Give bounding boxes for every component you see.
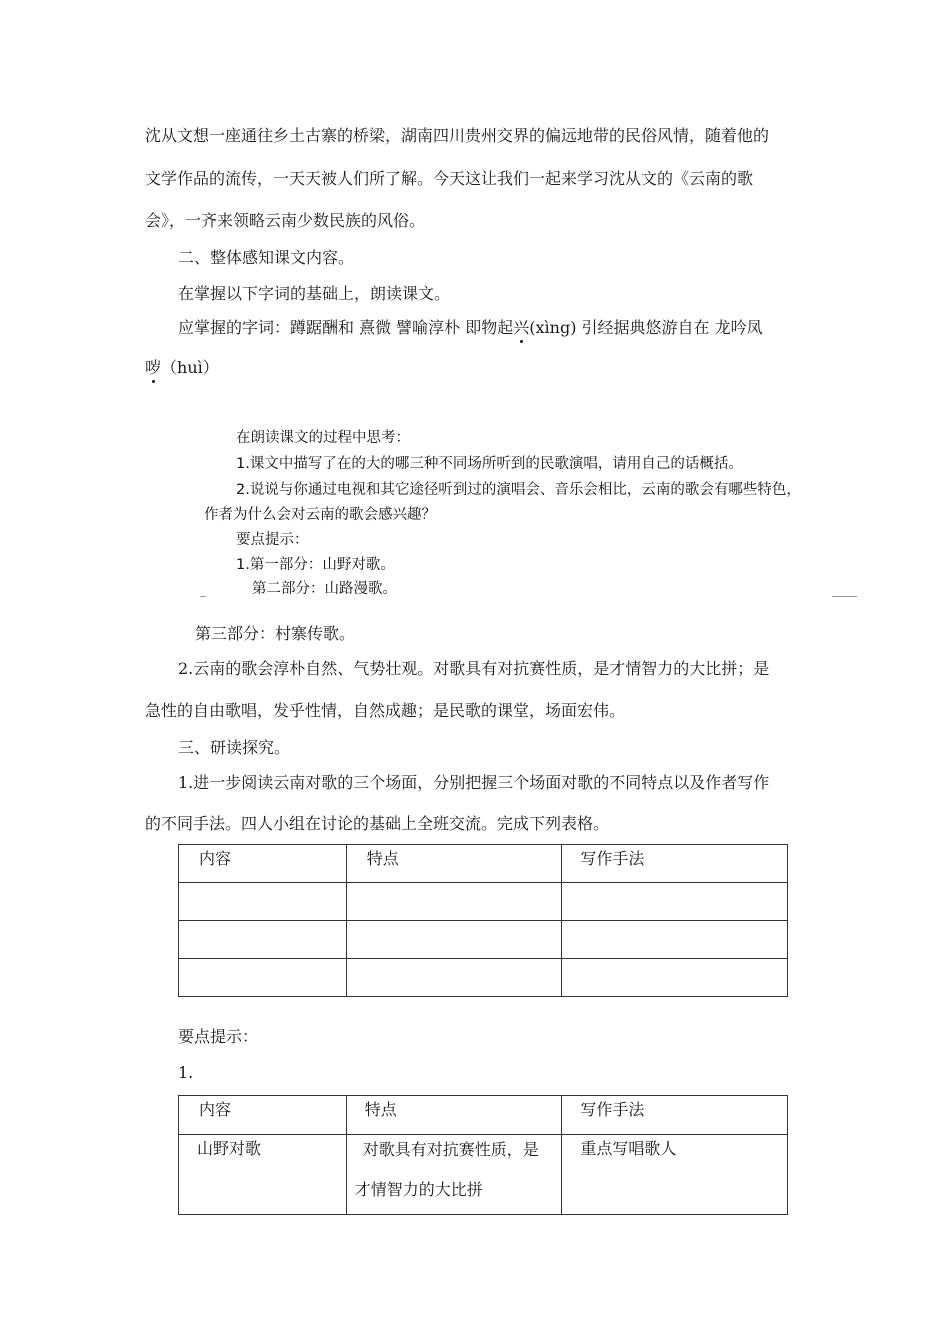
table-cell[interactable] [562, 959, 788, 997]
table-cell[interactable] [562, 883, 788, 921]
table-row [179, 921, 788, 959]
answer-row [179, 1135, 788, 1215]
answer-header-content: 内容 [179, 1096, 347, 1135]
header-method: 写作手法 [562, 845, 788, 883]
task-line-2: 的不同手法。四人小组在讨论的基础上全班交流。完成下列表格。 [145, 814, 610, 833]
read-instruction: 在掌握以下字词的基础上，朗读课文。 [178, 284, 451, 303]
analysis-table [178, 844, 788, 997]
section-2-heading: 二、整体感知课文内容。 [178, 248, 355, 267]
vocab-line2-dotted-char: 哕 [145, 358, 162, 377]
vocab-dotted-char: 兴 [513, 318, 530, 337]
intro-line-2: 文学作品的流传，一天天被人们所了解。今天这让我们一起来学习沈从文的《云南的歌 [145, 169, 754, 188]
vocab-prefix: 应掌握的字词：蹲踞酬和 熹微 譬喻淳朴 即物起 [178, 318, 514, 337]
image-line-5: 要点提示： [236, 532, 309, 548]
answer-header-feature: 特点 [346, 1096, 562, 1135]
table-header-row [179, 845, 788, 883]
image-edge-mark-right [832, 596, 857, 597]
embedded-text-image [200, 420, 840, 598]
image-line-4: 作者为什么会对云南的歌会感兴趣？ [204, 507, 436, 523]
part-3-line: 第三部分：村寨传歌。 [195, 624, 356, 643]
answer-2-line-2: 急性的自由歌唱，发乎性情，自然成趣；是民歌的课堂，场面宏伟。 [145, 701, 626, 720]
table-cell[interactable] [346, 921, 562, 959]
image-line-1: 在朗读课文的过程中思考： [236, 430, 410, 446]
vocab-line2-suffix: （huì） [161, 358, 219, 377]
answer-header-method: 写作手法 [562, 1096, 788, 1135]
answer-header-row [179, 1096, 788, 1135]
feature-line-1: 对歌具有对抗赛性质，是 [362, 1140, 539, 1159]
section-3-heading: 三、研读探究。 [178, 738, 291, 757]
answer-2-line-1: 2.云南的歌会淳朴自然、气势壮观。对歌具有对抗赛性质，是才情智力的大比拼；是 [178, 659, 770, 678]
table-cell[interactable] [346, 959, 562, 997]
intro-line-1: 沈从文想一座通往乡土古寨的桥梁，湖南四川贵州交界的偏远地带的民俗风情，随着他的 [145, 126, 770, 145]
image-line-7: 第二部分：山路漫歌。 [252, 581, 397, 597]
table-row [179, 959, 788, 997]
tips-label: 要点提示： [178, 1027, 259, 1046]
vocab-line-1 [178, 318, 763, 338]
feature-line-2: 才情智力的大比拼 [354, 1180, 483, 1199]
image-edge-mark-left [200, 596, 206, 597]
header-feature: 特点 [346, 845, 562, 883]
answer-table [178, 1095, 788, 1215]
image-line-3: 2.说说与你通过电视和其它途径听到过的演唱会、音乐会相比，云南的歌会有哪些特色， [236, 482, 801, 498]
table-cell[interactable] [179, 959, 347, 997]
answer-cell-feature [346, 1135, 562, 1215]
table-row [179, 883, 788, 921]
task-line-1: 1.进一步阅读云南对歌的三个场面，分别把握三个场面对歌的不同特点以及作者写作 [178, 773, 770, 792]
table-cell[interactable] [179, 921, 347, 959]
tips-number: 1. [178, 1063, 194, 1082]
answer-cell-method: 重点写唱歌人 [562, 1135, 788, 1215]
image-line-6: 1.第一部分：山野对歌。 [236, 557, 395, 573]
table-cell[interactable] [562, 921, 788, 959]
header-content: 内容 [179, 845, 347, 883]
table-cell[interactable] [179, 883, 347, 921]
intro-line-3: 会》，一齐来领略云南少数民族的风俗。 [145, 211, 426, 230]
answer-cell-content: 山野对歌 [179, 1135, 347, 1215]
image-line-2: 1.课文中描写了在的大的哪三种不同场所听到的民歌演唱，请用自己的话概括。 [236, 456, 743, 472]
vocab-suffix: (xìng) 引经据典悠游自在 龙吟凤 [529, 318, 763, 337]
vocab-line-2 [145, 358, 219, 378]
table-cell[interactable] [346, 883, 562, 921]
